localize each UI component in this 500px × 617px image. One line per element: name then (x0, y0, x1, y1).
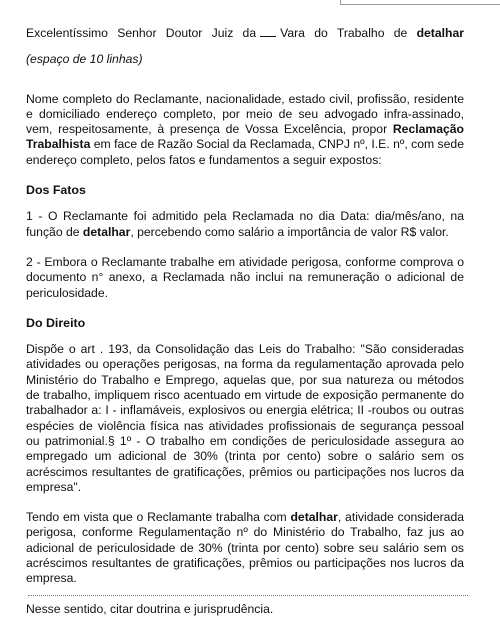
addressee-line (26, 26, 464, 41)
section-law-heading: Do Direito (26, 315, 86, 330)
section-facts-heading: Dos Fatos (26, 183, 86, 198)
intro-paragraph: Nome completo do Reclamante, nacionalidade, estado civil, profissão, residente e domiciliado endereço completo, por meio de seu advogado infra-assinado, vem, respeitosamente, à presença de Vossa Excelência, propor Reclamação Trabalhista em face de Razão Social da Reclamada, CNPJ nº, I.E. nº, com sede endereço completo, pelos fatos e fundamentos a seguir expostos: (26, 91, 464, 167)
spacing-note: (espaço de 10 linhas) (26, 52, 143, 67)
law-paragraph-2: Tendo em vista que o Reclamante trabalha com detalhar, atividade considerada perigosa, conforme Regulamentação nº do Ministério do Trabalho, faz jus ao adicional de periculosidade de 30% (trinta por cento) sobre seu salário sem os acréscimos resultantes de gratificações, prêmios ou participações nos lucros da empresa. (26, 510, 464, 586)
addressee-prefix: Excelentíssimo Senhor Doutor Juiz da (26, 26, 257, 40)
court-number-blank (260, 26, 276, 37)
action-title: Reclamação Trabalhista (26, 122, 464, 152)
petition-document (26, 26, 464, 617)
law-paragraph-1: Dispõe o art . 193, da Consolidação das Leis do Trabalho: "São consideradas atividades ou operações perigosas, na forma da regulamentação aprovada pelo Ministério do Trabalho e Emprego, aquelas que, por sua natureza ou métodos de trabalho, impliquem risco acentuado em virtude de exposição permanente do trabalhador a: I - inflamáveis, explosivos ou energia elétrica; II -roubos ou outras espécies de violência física nas atividades profissionais de segurança pessoal ou patrimonial.§ 1º - O trabalho em condições de periculosidade assegura ao empregado um adicional de 30% (trinta por cento) sobre o salário sem os acréscimos resultantes de gratificações, prêmios ou participações nos lucros da empresa". (26, 342, 464, 494)
facts-paragraph-1: 1 - O Reclamante foi admitido pela Reclamada no dia Data: dia/mês/ano, na função de detalhar, percebendo como salário a importância de valor R$ valor. (26, 209, 464, 239)
cut-off-next-line (28, 592, 468, 600)
top-input-box-edge (340, 0, 500, 5)
addressee-placeholder: detalhar (416, 26, 464, 40)
addressee-middle: Vara do Trabalho de (280, 26, 408, 40)
law-paragraph-3: Nesse sentido, citar doutrina e jurisprudência. (26, 601, 274, 616)
facts-paragraph-2: 2 - Embora o Reclamante trabalhe em atividade perigosa, conforme comprova o documento n° anexo, a Reclamada não inclui na remuneração o adicional de periculosidade. (26, 254, 464, 300)
